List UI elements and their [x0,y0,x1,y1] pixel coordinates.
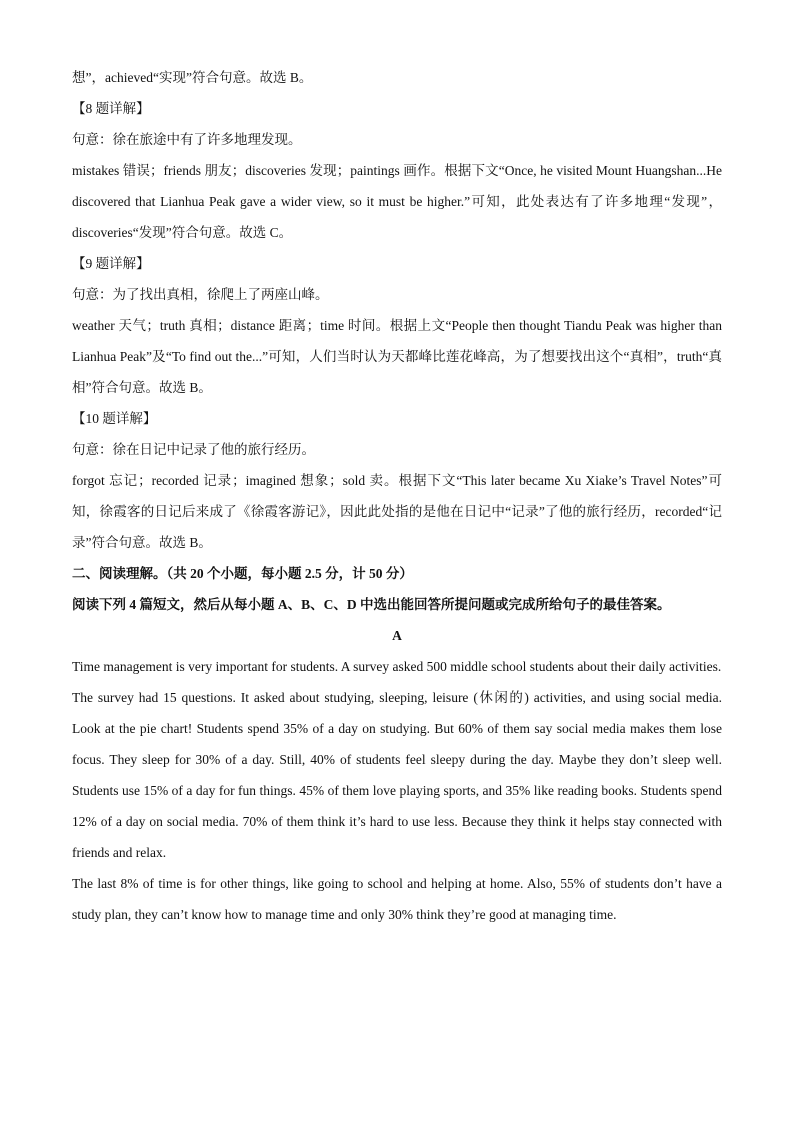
document-page [72,62,722,930]
section-title-reading: 二、阅读理解。（共 20 个小题，每小题 2.5 分，计 50 分） [72,566,413,581]
passage-label-a: A [392,628,402,643]
question-10-explanation: forgot 忘记；recorded 记录；imagined 想象；sold 卖。根据下文“This later became Xu Xiake’s Travel Notes”可知，徐霞客的日记后来成了《徐霞客游记》，因此此处指的是他在日记中“记录”了他的旅行经历，recorded“记录”符合句意。故选 B。 [72,473,722,550]
question-10-meaning: 句意：徐在日记中记录了他的旅行经历。 [72,442,315,457]
question-9-heading: 【9 题详解】 [72,256,150,271]
passage-paragraph-1: Time management is very important for students. A survey asked 500 middle school students about their daily activities. [72,659,722,674]
question-8-heading: 【8 题详解】 [72,101,150,116]
section-instructions: 阅读下列 4 篇短文，然后从每小题 A、B、C、D 中选出能回答所提问题或完成所给句子的最佳答案。 [72,597,671,612]
question-9-meaning: 句意：为了找出真相，徐爬上了两座山峰。 [72,287,329,302]
passage-paragraph-2: The survey had 15 questions. It asked about studying, sleeping, leisure (休闲的) activities, and using social media. Look at the pie chart! Students spend 35% of a day on studying. But 60% of them say social media makes them lose focus. They sleep for 30% of a day. Still, 40% of students feel sleepy during the day. Maybe they don’t sleep well. Students use 15% of a day for fun things. 45% of them love playing sports, and 35% like reading books. Students spend 12% of a day on social media. 70% of them think it’s hard to use less. Because they think it helps stay connected with friends and relax. [72,690,722,860]
question-10-heading: 【10 题详解】 [72,411,157,426]
question-9-explanation: weather 天气；truth 真相；distance 距离；time 时间。根据上文“People then thought Tiandu Peak was higher than Lianhua Peak”及“To find out the...”可知，人们当时认为天都峰比莲花峰高，为了想要找出这个“真相”，truth“真相”符合句意。故选 B。 [72,318,722,395]
question-8-explanation: mistakes 错误；friends 朋友；discoveries 发现；paintings 画作。根据下文“Once, he visited Mount Huangshan...He discovered that Lianhua Peak gave a wider view, so it must be higher.”可知，此处表达有了许多地理“发现”，discoveries“发现”符合句意。故选 C。 [72,163,722,240]
question-8-meaning: 句意：徐在旅途中有了许多地理发现。 [72,132,302,147]
answer-8-end: 想”，achieved“实现”符合句意。故选 B。 [72,70,313,85]
passage-paragraph-3: The last 8% of time is for other things, like going to school and helping at home. Also, 55% of students don’t have a study plan, they can’t know how to manage time and only 30% think they’re good at managing time. [72,876,722,922]
